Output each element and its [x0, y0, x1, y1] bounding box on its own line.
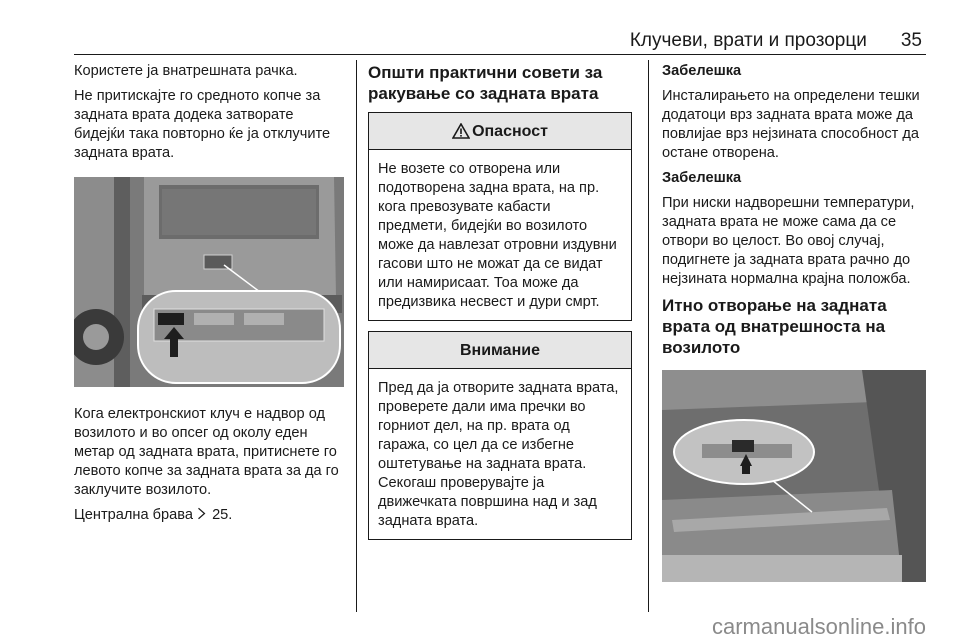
paragraph-central-lock-reference — [74, 506, 344, 525]
paragraph-middle-button: Не притискајте го средното копче за задната врата додека затворате бидејќи така повторно ќе ја отклучите задната врата. — [74, 88, 331, 161]
middle-column — [368, 62, 632, 550]
paragraph-inner-handle: Користете ја внатрешната рачка. — [74, 63, 298, 79]
emergency-release-svg — [662, 370, 926, 582]
note-1-title: Забелешка — [662, 63, 742, 79]
column-divider-2 — [648, 60, 649, 612]
reference-label: Централна брава — [74, 507, 193, 523]
section-heading-emergency-opening: Итно отворање на задната врата од внатрешноста на возилото — [662, 296, 887, 357]
danger-box — [368, 112, 632, 321]
danger-text: Не возете со отворена или подотворена задна врата, на пр. кога превозувате кабасти предмети, бидејќи во возилото може да навлезат отровни издувни гасови што не можат да се видат или намирисаат. Тоа може да предизвика несвест и дури смрт. — [378, 161, 617, 310]
right-column — [662, 62, 926, 582]
note-2-body: При ниски надворешни температури, задната врата не може сама да се отвори во целост. Во овој случај, подигнете ја задната врата рачно до нејзината нормална крајна положба. — [662, 195, 915, 287]
page-number: 35 — [900, 30, 922, 51]
left-column — [74, 62, 344, 531]
section-heading-general-advice: Општи практични совети за ракување со задната врата — [368, 63, 603, 103]
reference-page[interactable]: 25. — [212, 507, 233, 523]
tailgate-button-illustration — [74, 177, 344, 387]
caution-box — [368, 331, 632, 540]
emergency-release-illustration — [662, 370, 926, 582]
note-2-title: Забелешка — [662, 170, 742, 186]
caution-title: Внимание — [460, 341, 540, 359]
tailgate-illustration-svg — [74, 177, 344, 387]
danger-box-header — [369, 113, 631, 150]
warning-triangle-icon — [452, 123, 470, 139]
column-divider-1 — [356, 60, 357, 612]
danger-body — [369, 150, 631, 320]
danger-title: Опасност — [472, 122, 548, 140]
caution-box-header — [369, 332, 631, 369]
header-rule — [74, 54, 926, 55]
note-1-body: Инсталирањето на определени тешки додатоци врз задната врата може да повлијае врз нејзината способност да остане отворена. — [662, 88, 920, 161]
page-header — [0, 30, 922, 52]
paragraph-electronic-key: Кога електронскиот клуч е надвор од возилото и во опсег од околу еден метар од задната врата, притиснете го левото копче за задната врата за да го заклучите возилото. — [74, 406, 339, 498]
caution-text: Пред да ја отворите задната врата, проверете дали има пречки во горниот дел, на пр. врата од гаража, со цел да се избегне оштетување на задната врата. Секогаш проверувајте ја движечката површина над и зад задната врата. — [378, 380, 619, 529]
watermark: carmanualsonline.info — [711, 614, 926, 639]
page-reference-arrow-icon — [197, 507, 206, 520]
page-title: Клучеви, врати и прозорци — [629, 30, 867, 51]
caution-body — [369, 369, 631, 539]
